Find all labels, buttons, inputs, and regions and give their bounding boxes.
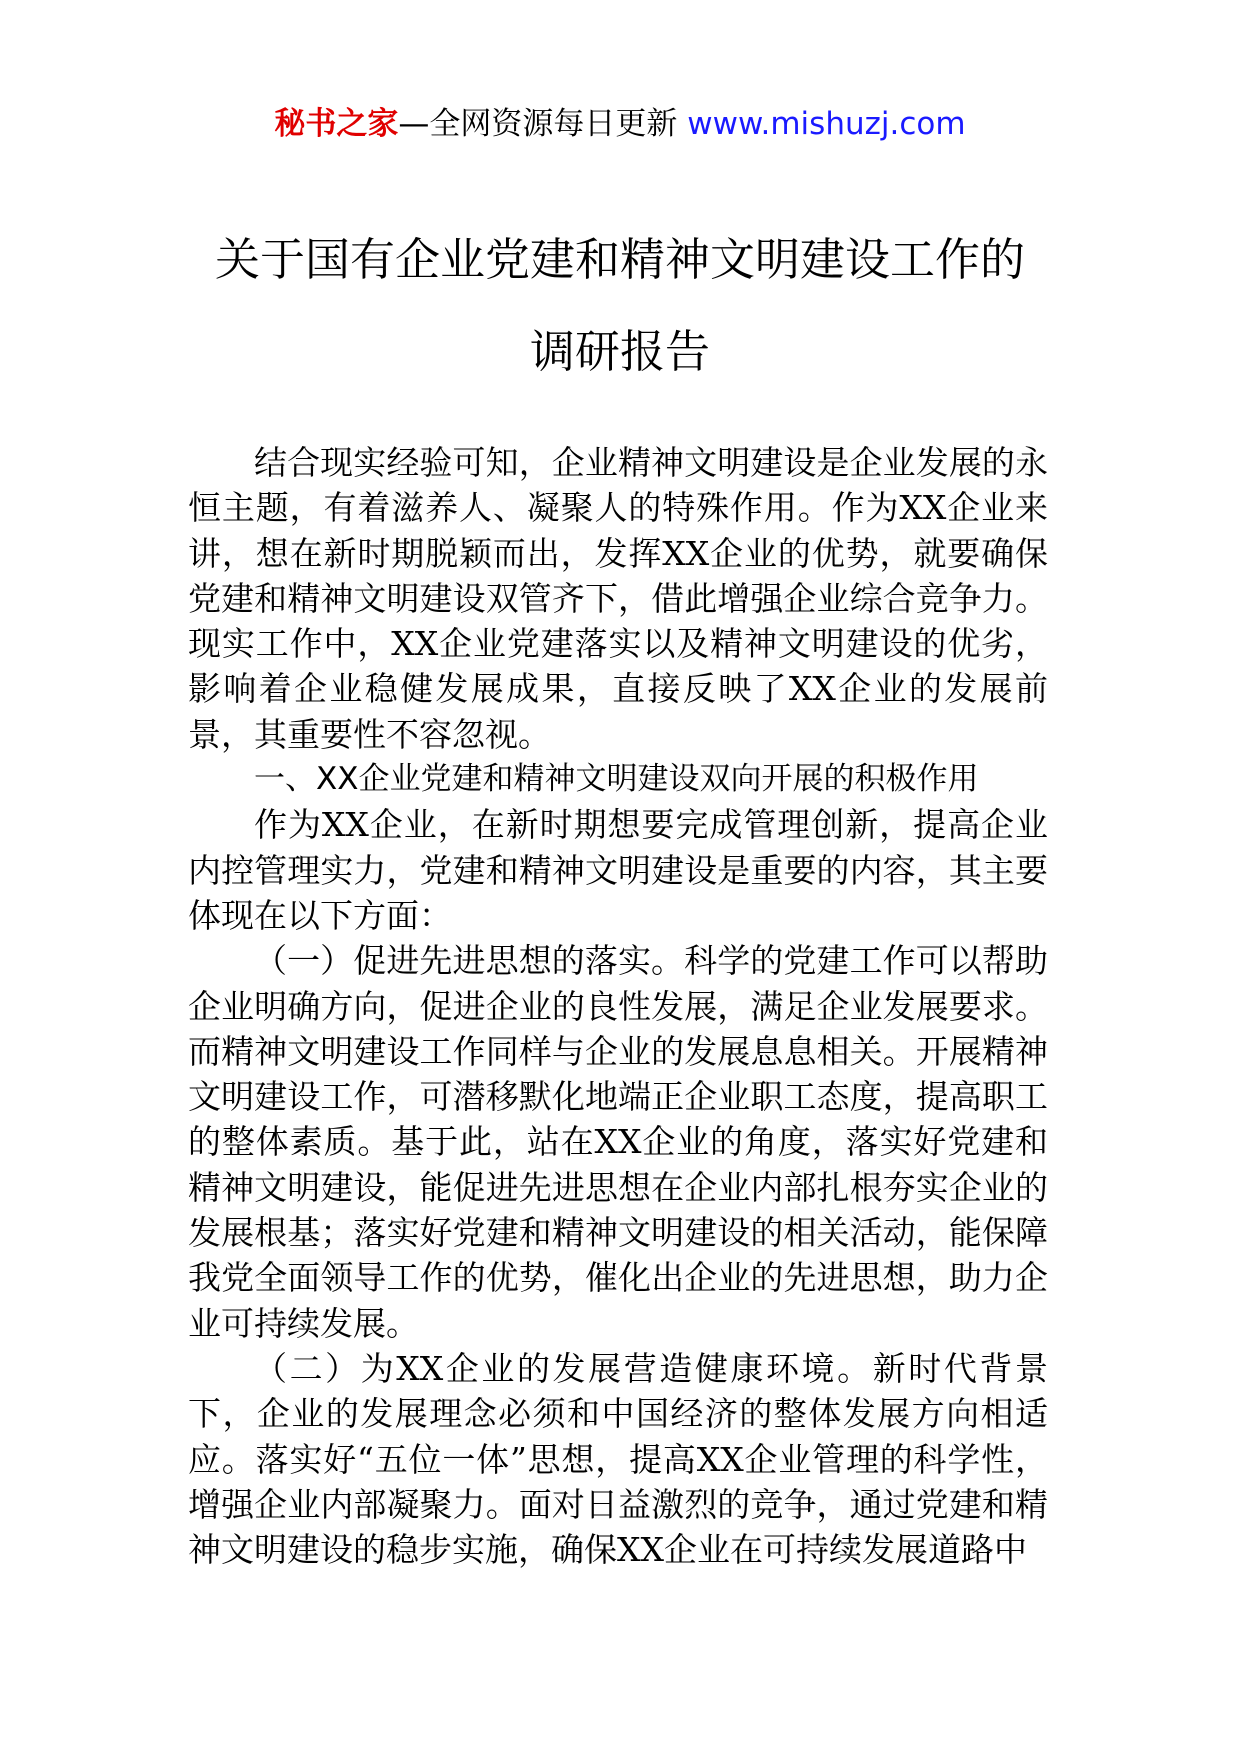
site-banner [0,102,1240,146]
paragraph-intro: 结合现实经验可知，企业精神文明建设是企业发展的永恒主题，有着滋养人、凝聚人的特殊作用。作为XX企业来讲，想在新时期脱颖而出，发挥XX企业的优势，就要确保党建和精神文明建设双管齐下，借此增强企业综合竞争力。现实工作中，XX企业党建落实以及精神文明建设的优劣，影响着企业稳健发展成果，直接反映了XX企业的发展前景，其重要性不容忽视。 [188,443,1048,754]
paragraph-section-1-intro: 作为XX企业，在新时期想要完成管理创新，提高企业内控管理实力，党建和精神文明建设是重要的内容，其主要体现在以下方面： [188,805,1048,935]
document-body [188,440,1048,1572]
banner-brand: 秘书之家 [274,106,399,142]
paragraph-point-1: （一）促进先进思想的落实。科学的党建工作可以帮助企业明确方向，促进企业的良性发展，满足企业发展要求。而精神文明建设工作同样与企业的发展息息相关。开展精神文明建设工作，可潜移默化地端正企业职工态度，提高职工的整体素质。基于此，站在XX企业的角度，落实好党建和精神文明建设，能促进先进思想在企业内部扎根夯实企业的发展根基；落实好党建和精神文明建设的相关活动，能保障我党全面领导工作的优势，催化出企业的先进思想，助力企业可持续发展。 [188,941,1048,1343]
document-title-line-1: 关于国有企业党建和精神文明建设工作的 [214,233,1025,286]
banner-slogan: —全网资源每日更新 [398,106,678,142]
section-heading-1: 一、XX企业党建和精神文明建设双向开展的积极作用 [254,761,979,798]
banner-url[interactable]: www.mishuzj.com [687,106,966,142]
document-title-line-2: 调研报告 [529,325,710,378]
paragraph-point-2: （二）为XX企业的发展营造健康环境。新时代背景下，企业的发展理念必须和中国经济的整体发展方向相适应。落实好“五位一体”思想，提高XX企业管理的科学性，增强企业内部凝聚力。面对日益激烈的竞争，通过党建和精神文明建设的稳步实施，确保XX企业在可持续发展道路中 [188,1348,1048,1570]
